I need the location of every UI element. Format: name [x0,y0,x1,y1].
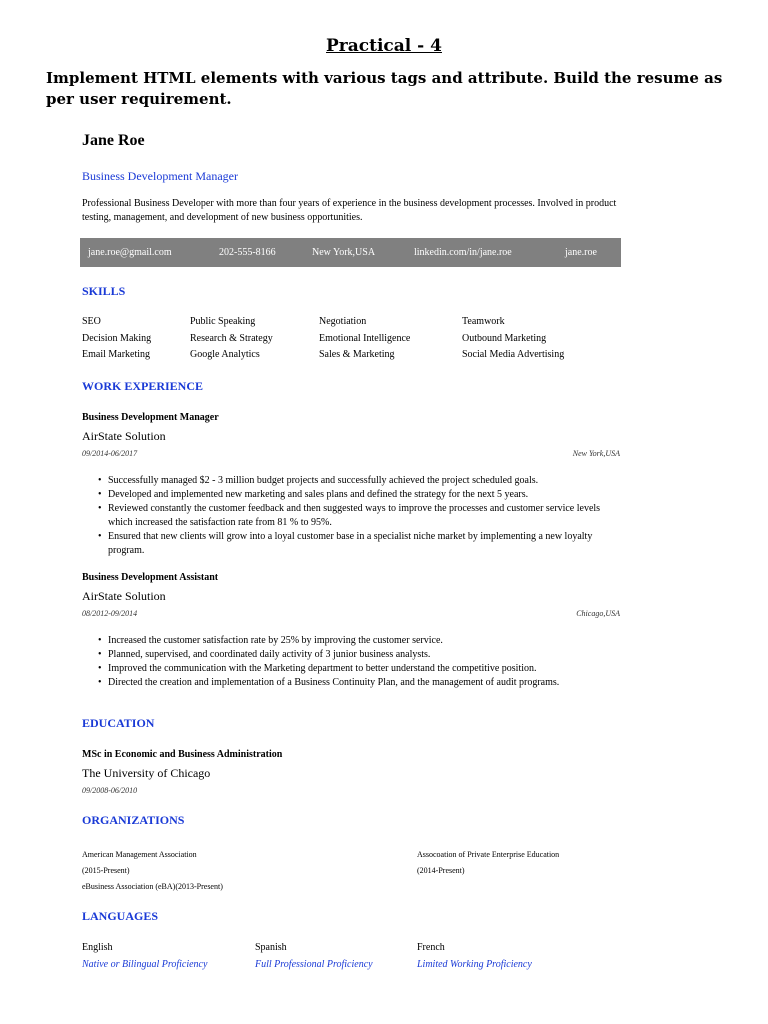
skill-item: Google Analytics [190,349,260,360]
job-bullets [108,474,618,558]
skill-item: Emotional Intelligence [319,333,411,344]
list-item: • Increased the customer satisfaction rate by 25% by improving the customer service. [108,634,618,648]
skill-item: Outbound Marketing [462,333,547,344]
contact-bar [80,238,621,267]
contact-email[interactable]: jane.roe@gmail.com [88,247,172,258]
list-item: • Directed the creation and implementation of a Business Continuity Plan, and the management of audit programs. [108,676,618,690]
skill-item: Public Speaking [190,316,256,327]
contact-handle[interactable]: jane.roe [565,247,597,258]
resume-name: Jane Roe [82,132,145,149]
skill-item: Research & Strategy [190,333,273,344]
org-entry: eBusiness Association (eBA)(2013-Present) [82,882,223,891]
job-dates: 09/2014-06/2017 [82,449,138,458]
list-item: • Reviewed constantly the customer feedback and then suggested ways to improve the processes and customer service levels which increased the satisfaction rate from 81 % to 95%. [108,502,618,530]
education-heading: EDUCATION [82,716,155,730]
skill-item: Email Marketing [82,349,151,360]
job-bullets [108,634,618,690]
job-dates: 08/2012-09/2014 [82,609,138,618]
education-school: The University of Chicago [82,766,211,780]
education-dates: 09/2008-06/2010 [82,786,138,795]
language-name: Spanish [255,942,287,953]
job-company: AirState Solution [82,429,166,443]
list-item: • Planned, supervised, and coordinated daily activity of 3 junior business analysts. [108,648,618,662]
contact-location: New York,USA [312,247,376,258]
education-degree: MSc in Economic and Business Administration [82,749,283,760]
task-description: Implement HTML elements with various tags and attribute. Build the resume as per user requirement. [46,69,723,108]
practical-title: Practical - 4 [326,36,442,56]
org-name: Assocoation of Private Enterprise Education [417,850,560,859]
skill-item: SEO [82,316,101,327]
contact-phone: 202-555-8166 [219,247,276,258]
resume-role: Business Development Manager [82,169,238,183]
skills-heading: SKILLS [82,284,126,298]
list-item: • Ensured that new clients will grow into a loyal customer base in a specialist niche market by implementing a new loyalty program. [108,530,618,558]
resume-summary: Professional Business Developer with more than four years of experience in the business development processes. Involved in product testing, management, and development of new business opportunities. [82,198,617,223]
job-title: Business Development Manager [82,412,219,423]
skill-item: Teamwork [462,316,505,327]
job-location: Chicago,USA [576,609,620,618]
contact-linkedin[interactable]: linkedin.com/in/jane.roe [414,247,512,258]
language-level: Full Professional Proficiency [255,959,373,970]
job-company: AirState Solution [82,589,166,603]
org-name: American Management Association [82,850,197,859]
org-dates: (2014-Present) [417,866,465,875]
job-title: Business Development Assistant [82,572,219,583]
skill-item: Social Media Advertising [462,349,565,360]
org-dates: (2015-Present) [82,866,130,875]
languages-heading: LANGUAGES [82,909,159,923]
list-item: • Improved the communication with the Marketing department to better understand the competitive position. [108,662,618,676]
language-name: English [82,942,113,953]
work-heading: WORK EXPERIENCE [82,379,204,393]
job-location: New York,USA [572,449,620,458]
language-level: Limited Working Proficiency [417,959,532,970]
list-item: • Successfully managed $2 - 3 million budget projects and successfully achieved the project scheduled goals. [108,474,618,488]
language-level: Native or Bilingual Proficiency [82,959,208,970]
organizations-heading: ORGANIZATIONS [82,813,185,827]
list-item: • Developed and implemented new marketing and sales plans and defined the strategy for the next 5 years. [108,488,618,502]
language-name: French [417,942,445,953]
skill-item: Negotiation [319,316,367,327]
skill-item: Decision Making [82,333,152,344]
skill-item: Sales & Marketing [319,349,395,360]
